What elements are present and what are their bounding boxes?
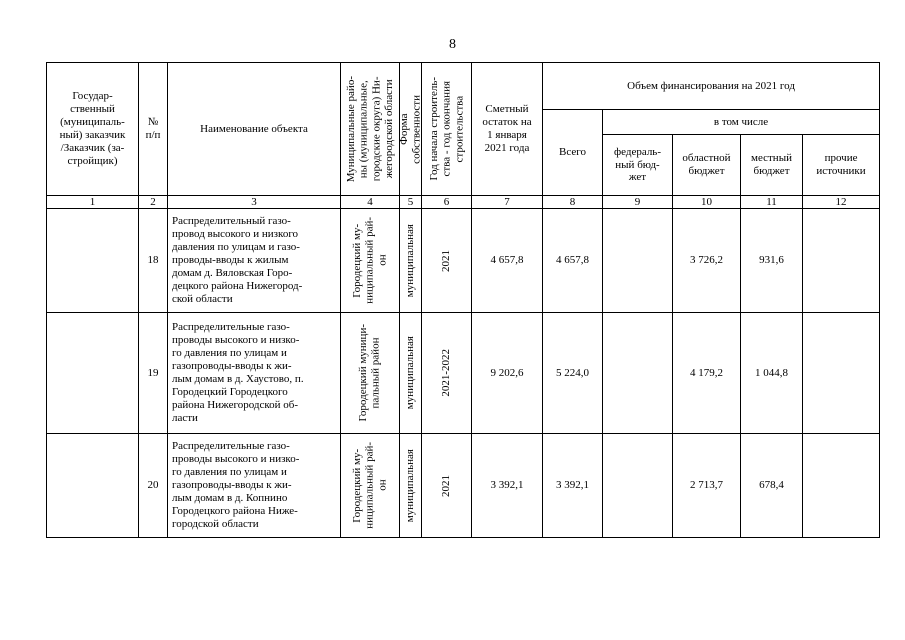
column-number: 9 xyxy=(603,196,673,209)
cell-years-text: 2021 xyxy=(440,474,453,497)
cell-balance: 9 202,6 xyxy=(472,313,543,434)
header-object-name-text: Наименование объекта xyxy=(200,122,308,135)
header-including xyxy=(603,110,880,135)
column-number: 7 xyxy=(472,196,543,209)
cell-balance: 4 657,8 xyxy=(472,209,543,313)
cell-district xyxy=(341,434,400,538)
page-number: 8 xyxy=(449,37,456,52)
header-other-text: прочие источники xyxy=(816,152,866,177)
header-object-name xyxy=(168,63,341,196)
cell-local: 931,6 xyxy=(741,209,803,313)
header-ownership xyxy=(397,63,423,196)
column-number: 5 xyxy=(400,196,422,209)
table-row xyxy=(47,313,880,434)
header-including-text: в том числе xyxy=(713,115,769,128)
cell-balance: 3 392,1 xyxy=(472,434,543,538)
column-number: 1 xyxy=(47,196,139,209)
cell-years xyxy=(422,313,472,434)
header-financing-text: Объем финансирования на 2021 год xyxy=(627,79,795,92)
header-financing xyxy=(543,63,880,110)
column-number: 10 xyxy=(673,196,741,209)
header-total-text: Всего xyxy=(559,146,586,159)
cell-years xyxy=(422,209,472,313)
header-district-text: Муниципальные райо- ны (муниципальные, городские округа) Ни- жегородской области xyxy=(344,75,395,183)
cell-customer xyxy=(47,434,139,538)
header-years-text: Год начала строитель- ства - год окончания строительства xyxy=(427,77,465,181)
cell-total: 4 657,8 xyxy=(543,209,603,313)
header-num xyxy=(139,63,168,196)
header-regional xyxy=(673,135,741,196)
cell-object-name: Распределительные газо- проводы высокого и низко- го давления по улицам и газопроводы-вводы к жи- лым домам в д. Копнино Городецкого района Ниже- городской области xyxy=(168,434,341,538)
cell-regional: 3 726,2 xyxy=(673,209,741,313)
column-number: 2 xyxy=(139,196,168,209)
column-numbers-row xyxy=(47,196,880,209)
header-federal xyxy=(603,135,673,196)
cell-ownership xyxy=(400,434,422,538)
cell-num: 19 xyxy=(139,313,168,434)
header-balance xyxy=(472,63,543,196)
cell-ownership-text: муниципальная xyxy=(404,336,417,410)
financing-table xyxy=(46,62,880,538)
cell-total: 5 224,0 xyxy=(543,313,603,434)
cell-years xyxy=(422,434,472,538)
header-regional-text: областной бюджет xyxy=(682,152,731,177)
column-number: 12 xyxy=(803,196,880,209)
cell-total: 3 392,1 xyxy=(543,434,603,538)
header-balance-text: Сметный остаток на 1 января 2021 года xyxy=(482,103,532,154)
cell-other xyxy=(803,313,880,434)
header-federal-text: федераль- ный бюд- жет xyxy=(614,145,661,184)
cell-customer xyxy=(47,209,139,313)
cell-num: 18 xyxy=(139,209,168,313)
cell-ownership-text: муниципальная xyxy=(404,223,417,298)
header-ownership-text: Форма собственности xyxy=(397,94,423,164)
cell-years-text: 2021-2022 xyxy=(440,349,453,397)
header-total xyxy=(543,110,603,196)
cell-ownership xyxy=(400,209,422,313)
header-local-text: местный бюджет xyxy=(751,152,792,177)
column-number: 11 xyxy=(741,196,803,209)
cell-federal xyxy=(603,434,673,538)
column-number: 8 xyxy=(543,196,603,209)
cell-customer xyxy=(47,313,139,434)
cell-district xyxy=(341,313,400,434)
cell-local: 678,4 xyxy=(741,434,803,538)
header-customer xyxy=(47,63,139,196)
header-years xyxy=(422,63,472,196)
header-num-text: № п/п xyxy=(145,116,161,141)
cell-district-text: Городецкий му- ниципальный рай- он xyxy=(351,442,389,529)
column-number: 6 xyxy=(422,196,472,209)
header-district xyxy=(341,63,400,196)
cell-federal xyxy=(603,313,673,434)
cell-object-name: Распределительные газо- проводы высокого и низко- го давления по улицам и газопроводы-вводы к жи- лым домам в д. Хаустово, п. Городецкий Городецкого района Нижегородской об- ласти xyxy=(168,313,341,434)
cell-district-text: Городецкий муници- пальный район xyxy=(357,324,382,422)
cell-regional: 2 713,7 xyxy=(673,434,741,538)
cell-years-text: 2021 xyxy=(440,249,453,272)
table-row xyxy=(47,434,880,538)
cell-district xyxy=(341,209,400,313)
header-other xyxy=(803,135,880,196)
cell-ownership xyxy=(400,313,422,434)
table-row xyxy=(47,209,880,313)
column-number: 4 xyxy=(341,196,400,209)
cell-object-name: Распределительный газо- провод высокого и низкого давления по улицам и газо- проводы-вводы к жилым домам д. Вяловская Горо- децкого района Нижегород- ской области xyxy=(168,209,341,313)
column-number: 3 xyxy=(168,196,341,209)
header-customer-text: Государ- ственный (муниципаль- ный) заказчик /Заказчик (за- стройщик) xyxy=(59,90,126,167)
cell-local: 1 044,8 xyxy=(741,313,803,434)
cell-regional: 4 179,2 xyxy=(673,313,741,434)
header-local xyxy=(741,135,803,196)
cell-other xyxy=(803,209,880,313)
cell-num: 20 xyxy=(139,434,168,538)
header-row-1 xyxy=(47,63,880,110)
cell-federal xyxy=(603,209,673,313)
cell-other xyxy=(803,434,880,538)
cell-district-text: Городецкий му- ниципальный рай- он xyxy=(351,217,389,304)
cell-ownership-text: муниципальная xyxy=(404,448,417,523)
